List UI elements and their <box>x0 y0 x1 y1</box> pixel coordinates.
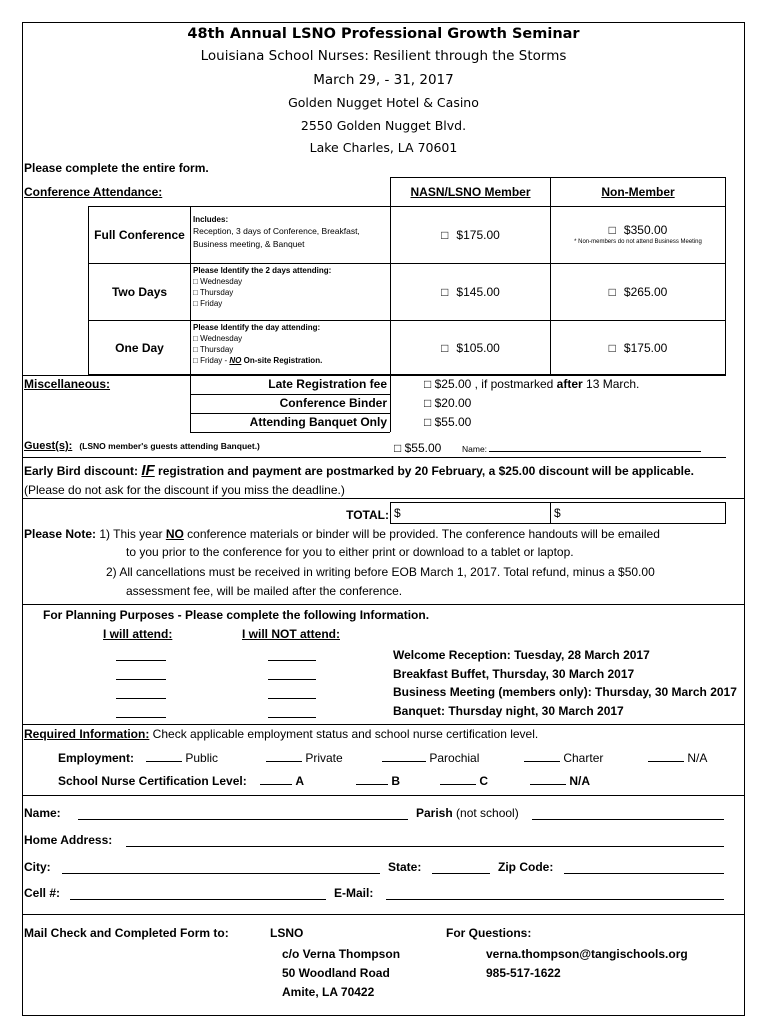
cert-a[interactable] <box>260 774 304 788</box>
note-1-no: NO <box>165 527 184 541</box>
parish-note: (not school) <box>452 806 519 820</box>
option-friday: Friday <box>200 299 223 308</box>
earlybird-note: (Please do not ask for the discount if you miss the deadline.) <box>24 483 345 497</box>
option-label: Private <box>305 751 343 765</box>
option-label: N/A <box>687 751 708 765</box>
option-label: C <box>479 774 489 788</box>
mail-label: Mail Check and Completed Form to: <box>24 926 229 940</box>
one-day-desc <box>190 320 391 375</box>
attendance-label: Conference Attendance: <box>24 185 163 199</box>
full-conference-desc <box>190 206 391 264</box>
contact-phone: 985-517-1622 <box>486 966 561 980</box>
event-banquet: Banquet: Thursday night, 30 March 2017 <box>393 703 624 718</box>
mail-address <box>282 945 400 1002</box>
state-label: State: <box>388 860 422 874</box>
employment-public[interactable] <box>146 751 218 765</box>
employment-parochial[interactable] <box>382 751 479 765</box>
event-reception: Welcome Reception: Tuesday, 28 March 2017 <box>393 648 650 662</box>
binder-label: Conference Binder <box>279 396 387 410</box>
cell-label: Cell #: <box>24 886 61 900</box>
checkbox-icon[interactable]: □ <box>193 277 201 286</box>
employment-row <box>58 751 728 765</box>
earlybird-line <box>24 462 694 479</box>
late-fee-value <box>424 377 639 391</box>
mail-line-2: 50 Woodland Road <box>282 966 390 980</box>
questions-contact <box>486 945 688 983</box>
earlybird-label: Early Bird discount: <box>24 464 139 478</box>
late-fee-date: 13 March. <box>582 377 640 391</box>
two-days-label: Two Days <box>88 263 191 321</box>
event-breakfast: Breakfast Buffet, Thursday, 30 March 2017 <box>393 666 635 681</box>
binder-price: $20.00 <box>434 396 472 410</box>
questions-label: For Questions: <box>446 926 532 940</box>
not-attend-blanks[interactable] <box>268 647 316 718</box>
guests-row <box>24 440 260 452</box>
no-emphasis: NO <box>229 356 242 365</box>
one-day-nonmember-price-cell <box>550 320 726 375</box>
option-thursday: Thursday <box>199 288 234 297</box>
address-label: Home Address: <box>24 833 113 847</box>
checkbox-icon[interactable]: □ <box>193 334 201 343</box>
option-thursday: Thursday <box>199 345 234 354</box>
instructions: Please complete the entire form. <box>24 161 209 175</box>
note-1a: 1) This year <box>99 527 166 541</box>
note-line-3: 2) All cancellations must be received in writing before EOB March 1, 2017. Total refund, minus a $50.00 <box>106 565 655 579</box>
city-input[interactable] <box>62 860 380 874</box>
employment-na[interactable] <box>648 751 707 765</box>
parish-label: Parish <box>416 806 453 820</box>
note-line-4: assessment fee, will be mailed after the conference. <box>126 584 403 598</box>
guests-note: (LSNO member's guests attending Banquet.) <box>79 441 260 451</box>
guest-price-value: $55.00 <box>404 441 442 455</box>
late-fee-amount: $25.00 , if postmarked <box>434 377 557 391</box>
required-text: Check applicable employment status and school nurse certification level. <box>149 727 539 741</box>
certification-row <box>58 774 728 788</box>
cert-na[interactable] <box>530 774 590 788</box>
zip-input[interactable] <box>564 860 724 874</box>
full-member-price: $175.00 <box>456 228 500 242</box>
checkbox-icon[interactable]: □ <box>193 345 200 354</box>
banquet-only-value <box>424 415 471 429</box>
attend-header: I will attend: <box>103 627 173 641</box>
city-label: City: <box>24 860 51 874</box>
checkbox-icon[interactable]: □ <box>424 415 435 429</box>
earlybird-if: IF <box>141 462 155 479</box>
total-member-field[interactable]: $ <box>390 502 551 524</box>
cert-c[interactable] <box>440 774 488 788</box>
employment-private[interactable] <box>266 751 343 765</box>
nonmember-note: * Non-members do not attend Business Meeting <box>574 239 702 245</box>
banquet-price: $55.00 <box>434 415 472 429</box>
not-attend-header: I will NOT attend: <box>242 627 340 641</box>
total-nonmember-field[interactable]: $ <box>550 502 726 524</box>
required-line <box>24 727 538 741</box>
checkbox-icon[interactable]: □ <box>424 396 435 410</box>
option-label: Parochial <box>429 751 480 765</box>
guest-price <box>394 441 441 455</box>
option-friday: Friday - <box>200 356 230 365</box>
full-member-price-cell <box>390 206 551 264</box>
one-day-member-price: $105.00 <box>456 340 500 355</box>
full-nonmember-price: $350.00 <box>623 223 668 237</box>
full-conference-label: Full Conference <box>88 206 191 264</box>
contact-email[interactable]: verna.thompson@tangischools.org <box>486 947 688 961</box>
mail-org: LSNO <box>270 926 304 940</box>
mail-line-1: c/o Verna Thompson <box>282 947 401 961</box>
two-days-member-price: $145.00 <box>456 285 500 299</box>
guest-name-label: Name: <box>462 444 488 454</box>
late-fee-label: Late Registration fee <box>268 377 387 391</box>
seminar-title: 48th Annual LSNO Professional Growth Seminar <box>187 26 580 42</box>
guest-name-field[interactable] <box>462 444 701 454</box>
state-input[interactable] <box>432 860 490 874</box>
checkbox-icon[interactable]: □ <box>441 340 449 355</box>
total-label: TOTAL: <box>346 508 389 522</box>
checkbox-icon[interactable]: □ <box>441 285 449 299</box>
zip-label: Zip Code: <box>498 860 554 874</box>
checkbox-icon[interactable]: □ <box>193 299 201 308</box>
note-line-2: to you prior to the conference for you to either print or download to a tablet or laptop. <box>126 545 574 559</box>
member-column-header: NASN/LSNO Member <box>390 177 551 207</box>
two-days-member-price-cell <box>390 263 551 321</box>
one-day-label: One Day <box>88 320 191 375</box>
required-label: Required Information: <box>24 727 150 741</box>
email-label: E-Mail: <box>334 886 374 900</box>
banquet-only-label: Attending Banquet Only <box>249 415 387 429</box>
onsite-note: On-site Registration. <box>241 356 323 365</box>
certification-label: School Nurse Certification Level: <box>58 774 247 788</box>
late-fee-after: after <box>556 377 583 391</box>
desc-title: Includes: <box>193 215 229 224</box>
note-1b: conference materials or binder will be provided. The conference handouts will be emailed <box>183 527 660 541</box>
checkbox-icon[interactable]: □ <box>193 356 201 365</box>
venue-city: Lake Charles, LA 70601 <box>309 140 458 155</box>
checkbox-icon[interactable]: □ <box>608 223 616 237</box>
option-label: Public <box>185 751 219 765</box>
seminar-subtitle: Louisiana School Nurses: Resilient through the Storms <box>200 48 567 64</box>
note-line-1 <box>24 527 660 541</box>
nonmember-column-header: Non-Member <box>550 177 726 207</box>
note-label: Please Note: <box>24 527 97 541</box>
desc-body: Reception, 3 days of Conference, Breakfast, Business meeting, & Banquet <box>193 226 360 249</box>
one-day-nonmember-price: $175.00 <box>623 340 668 355</box>
checkbox-icon[interactable]: □ <box>608 285 616 299</box>
earlybird-text: registration and payment are postmarked by 20 February, a $25.00 discount will be applicable. <box>154 464 695 478</box>
cert-b[interactable] <box>356 774 400 788</box>
checkbox-icon[interactable]: □ <box>394 441 405 455</box>
option-wednesday: Wednesday <box>200 334 243 343</box>
parish-line <box>416 806 519 820</box>
mail-line-3: Amite, LA 70422 <box>282 985 375 999</box>
venue-street: 2550 Golden Nugget Blvd. <box>300 118 467 133</box>
address-input[interactable] <box>126 833 724 847</box>
venue-name: Golden Nugget Hotel & Casino <box>288 95 479 110</box>
seminar-dates: March 29, - 31, 2017 <box>313 72 454 88</box>
binder-value <box>424 396 471 410</box>
checkbox-icon[interactable]: □ <box>441 228 449 242</box>
planning-title: For Planning Purposes - Please complete the following Information. <box>43 608 430 622</box>
employment-charter[interactable] <box>524 751 603 765</box>
checkbox-icon[interactable]: □ <box>608 340 616 355</box>
guests-label: Guest(s): <box>24 440 73 452</box>
email-input[interactable] <box>386 886 724 900</box>
employment-label: Employment: <box>58 751 135 765</box>
option-label: A <box>295 774 305 788</box>
two-days-nonmember-price: $265.00 <box>623 285 668 299</box>
option-wednesday: Wednesday <box>200 277 243 286</box>
desc-title: Please Identify the day attending: <box>193 323 321 332</box>
desc-title: Please Identify the 2 days attending: <box>193 266 332 275</box>
event-business-meeting: Business Meeting (members only): Thursday, 30 March 2017 <box>393 685 737 699</box>
two-days-nonmember-price-cell <box>550 263 726 321</box>
two-days-desc <box>190 263 391 321</box>
cell-input[interactable] <box>70 886 326 900</box>
full-nonmember-price-cell <box>550 206 726 264</box>
misc-label: Miscellaneous: <box>24 377 111 391</box>
attend-blanks[interactable] <box>116 647 166 718</box>
planning-events <box>393 646 737 720</box>
name-label: Name: <box>24 806 61 820</box>
name-input[interactable] <box>78 806 408 820</box>
option-label: Charter <box>563 751 604 765</box>
checkbox-icon[interactable]: □ <box>193 288 200 297</box>
option-label: N/A <box>569 774 591 788</box>
checkbox-icon[interactable]: □ <box>424 377 435 391</box>
one-day-member-price-cell <box>390 320 551 375</box>
option-label: B <box>391 774 401 788</box>
parish-input[interactable] <box>532 806 724 820</box>
